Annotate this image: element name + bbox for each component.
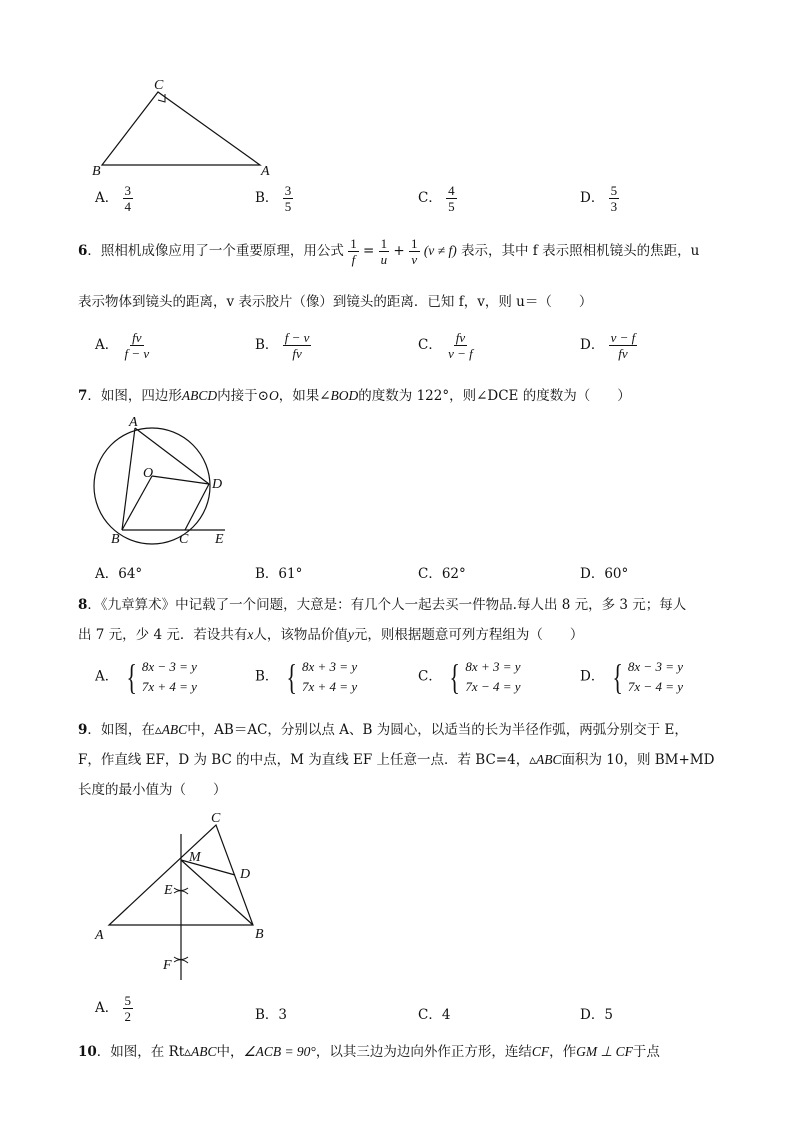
q9-label-c: C [211,811,221,826]
numerator: 3 [284,183,292,198]
option-value: 4 [441,1007,451,1023]
fraction [283,183,294,214]
q9-option-b[interactable] [255,1003,287,1023]
q7-option-b[interactable] [255,562,302,582]
option-letter: D． [580,190,605,206]
q8-text: 人，该物品价值 [253,627,348,643]
numerator: 5 [610,183,618,198]
question-number: 10 [78,1044,97,1060]
option-letter: D． [580,566,605,582]
equation-system [446,657,520,697]
denominator: u [380,252,388,267]
q5-label-a: A [261,164,270,179]
equation: 8x + 3 = y [465,659,521,674]
denominator: 5 [448,199,455,214]
numerator: f − v [284,330,310,345]
option-letter: A． [95,337,119,353]
q8-option-d[interactable] [580,657,683,697]
numerator: 1 [411,236,418,251]
q9-label-e: E [164,883,173,898]
option-value: 60° [604,566,629,582]
q9-stem-line1 [78,718,688,738]
condition: (v ≠ f) [423,243,457,258]
q9-abc: ABC [535,752,562,767]
brace: { [126,657,137,697]
q7-text: ，如果∠ [278,388,331,404]
equation: 8x + 3 = y [302,659,358,674]
option-letter: C． [418,1007,442,1023]
option-value: 61° [278,566,303,582]
q6-stem-line2: 表示物体到镜头的距离，v 表示胶片（像）到镜头的距离．已知 f，v，则 u＝（ ） [78,294,593,310]
numerator: 4 [448,183,455,198]
option-letter: B． [255,190,279,206]
q6-text: ．照相机成像应用了一个重要原理，用公式 [87,243,344,259]
denominator: 5 [284,199,292,214]
q7-text: 的度数为 122°，则∠DCE 的度数为（ ） [358,388,631,404]
q5-option-c[interactable] [418,183,457,214]
option-letter: A． [95,1000,119,1016]
q7-label-e: E [215,532,224,547]
denominator: v [411,252,418,267]
fraction [348,236,359,267]
equation: 8x − 3 = y [627,659,683,674]
q7-o: O [268,388,279,403]
q10-stem [78,1040,660,1060]
q8-option-c[interactable] [418,657,521,697]
q9-label-b: B [255,927,264,942]
q7-option-a[interactable] [95,562,142,582]
q9-label-m: M [189,850,201,865]
denominator: f − v [124,346,150,361]
equation: 7x − 4 = y [465,679,521,694]
numerator: 1 [380,236,388,251]
numerator: 3 [124,183,132,198]
option-letter: C． [418,337,442,353]
fraction [446,330,475,361]
q9-label-a: A [95,928,104,943]
q5-option-d[interactable] [580,183,619,214]
q9-label-d: D [240,867,251,882]
q7-label-a: A [129,415,138,430]
q7-bod: BOD [330,388,359,403]
q8-x: x [247,627,254,642]
q9-abc: ABC [161,722,188,737]
option-letter: B． [255,337,279,353]
q7-text: 内接于⊙ [217,388,269,404]
q9-stem-line3: 长度的最小值为（ ） [78,782,227,798]
q9-stem-line2 [78,748,714,768]
q5-label-b: B [92,164,101,179]
plus: + [393,243,405,259]
option-letter: B． [255,566,279,582]
equation: 7x + 4 = y [302,679,358,694]
option-letter: A． [95,668,119,685]
q10-cf: CF [531,1044,550,1059]
q6-stem-line1 [78,236,699,267]
equation-system [609,657,683,697]
option-letter: A． [95,190,119,206]
numerator: fv [132,330,142,345]
denominator: fv [292,346,302,361]
option-letter: C． [418,668,442,685]
q10-abc: ABC [190,1044,217,1059]
numerator: v − f [610,330,636,345]
q8-text: 出 7 元，少 4 元．若设共有 [78,627,248,643]
q7-label-d: D [212,477,223,492]
q9-option-a[interactable] [95,993,133,1024]
question-number: 8 [78,597,88,613]
q5-label-c: C [154,78,164,93]
q7-label-c: C [179,532,189,547]
q7-stem [78,384,631,404]
option-letter: A． [95,566,119,582]
brace: { [612,657,623,697]
equation-system [123,657,197,697]
option-letter: C． [418,190,442,206]
q7-option-c[interactable] [418,562,466,582]
brace: { [286,657,297,697]
q9-option-c[interactable] [418,1003,450,1023]
fraction [609,183,620,214]
q7-circle-figure [85,410,245,550]
q8-option-a[interactable] [95,657,197,697]
option-value: 64° [118,566,143,582]
denominator: 4 [124,199,132,214]
q7-label-b: B [111,532,120,547]
q8-text: 元，则根据题意可列方程组为（ ） [353,627,584,643]
fraction [446,183,457,214]
option-letter: B． [255,668,279,685]
option-value: 3 [278,1007,288,1023]
equation: 8x − 3 = y [141,659,197,674]
q6-option-a[interactable] [95,330,151,361]
fraction [379,236,390,267]
q10-angle: ∠ACB = 90° [243,1044,316,1059]
question-number: 9 [78,722,88,738]
option-letter: D． [580,668,605,685]
q10-gm: GM ⊥ CF [576,1044,633,1059]
q7-option-d[interactable] [580,562,628,582]
denominator: 2 [124,1009,132,1024]
q7-abcd: ABCD [181,388,218,403]
equals: = [363,243,375,259]
q5-option-a[interactable] [95,183,133,214]
q7-text: ．如图，四边形 [87,388,182,404]
equation-system [283,657,357,697]
q10-text: ，以其三边为边向外作正方形，连结 [315,1044,532,1060]
equation: 7x + 4 = y [141,679,197,694]
fraction [123,330,152,361]
question-number: 6 [78,243,88,259]
numerator: 5 [124,993,132,1008]
q9-text: ．如图，在▵ [87,722,162,738]
option-value: 5 [604,1007,613,1023]
q8-text: ．《九章算术》中记载了一个问题，大意是：有几个人一起去买一件物品.每人出 8 元，多 3 元；每人 [87,597,687,613]
option-letter: D． [580,337,605,353]
q10-text: 于点 [632,1044,660,1060]
q9-option-d[interactable] [580,1003,613,1023]
q9-text: F，作直线 EF，D 为 BC 的中点，M 为直线 EF 上任意一点．若 BC=4，▵ [78,752,536,768]
q6-text-post: 表示，其中 f 表示照相机镜头的焦距，u [461,243,700,259]
denominator: 3 [610,199,618,214]
option-value: 62° [441,566,466,582]
option-letter: B． [255,1007,279,1023]
q6-option-c[interactable] [418,330,475,361]
numerator: 1 [350,236,357,251]
option-letter: C． [418,566,442,582]
option-letter: D． [580,1007,605,1023]
q8-stem-line1 [78,593,686,613]
q8-stem-line2 [78,623,583,643]
q8-option-b[interactable] [255,657,357,697]
question-number: 7 [78,388,88,404]
q6-option-d[interactable] [580,330,637,361]
q10-text: ，作 [549,1044,577,1060]
denominator: f [351,252,356,267]
fraction [609,330,638,361]
q10-text: 中， [216,1044,244,1060]
q9-text: 面积为 10，则 BM+MD [561,752,715,768]
q5-option-b[interactable] [255,183,293,214]
denominator: fv [618,346,628,361]
q6-option-b[interactable] [255,330,311,361]
brace: { [449,657,460,697]
q9-text: 中，AB＝AC，分别以点 A、B 为圆心，以适当的长为半径作弧，两弧分别交于 E， [187,722,688,738]
q10-text: ．如图，在 Rt▵ [96,1044,191,1060]
fraction [409,236,420,267]
fraction [123,993,134,1024]
fraction [123,183,134,214]
fraction [283,330,312,361]
q8-y: y [347,627,354,642]
denominator: v − f [448,346,473,361]
equation: 7x − 4 = y [627,679,683,694]
q9-triangle-figure [88,808,278,988]
q5-triangle-figure [80,72,290,182]
q9-label-f: F [163,958,172,973]
numerator: fv [455,330,466,345]
q7-label-o: O [143,466,154,481]
